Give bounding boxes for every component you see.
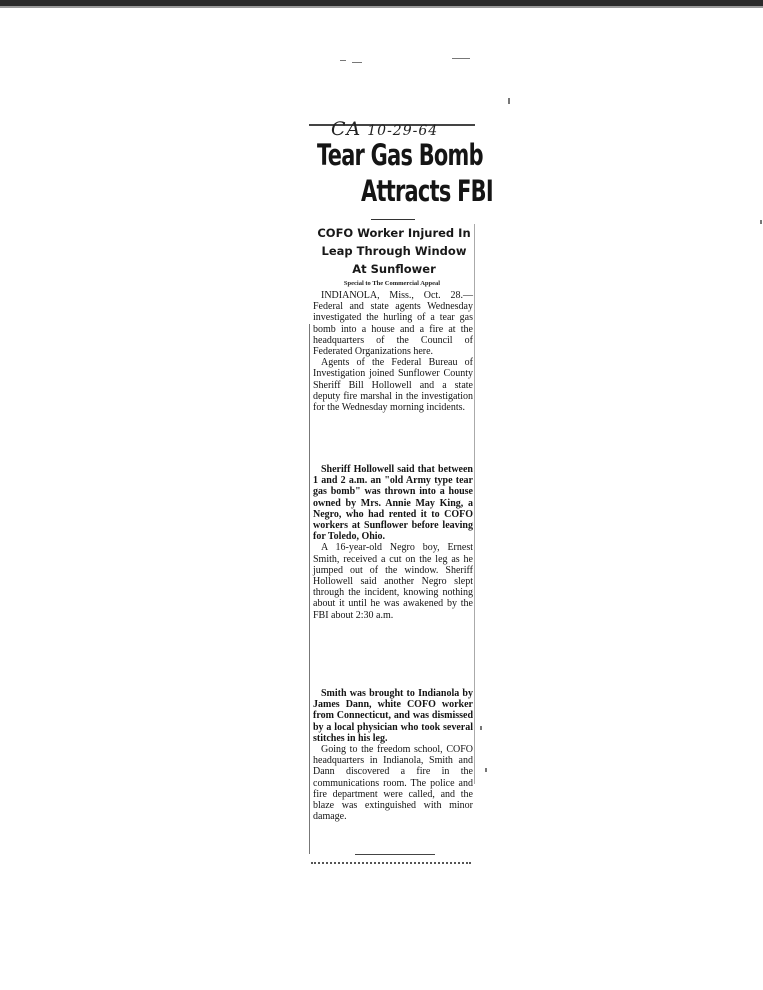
article-paragraph: INDIANOLA, Miss., Oct. 28.—Federal and state agents Wednesday investigated the hurling of a tear gas bomb into a house and a fire at the headquarters of the Council of Federated Organizations here. [313, 290, 473, 358]
headline-divider [371, 219, 415, 220]
article-paragraph: A 16-year-old Negro boy, Ernest Smith, received a cut on the leg as he jumped out of the window. Sheriff Hollowell said another Negro slept through the incident, knowing nothing about it until he was awakened by the FBI about 2:30 a.m. [313, 542, 473, 621]
annotation-initials: CA [331, 118, 362, 140]
headline-line-1: Tear Gas Bomb [317, 138, 483, 172]
handwritten-annotation [331, 118, 438, 140]
scan-speck [485, 768, 487, 772]
scan-speck [480, 726, 482, 730]
article-paragraph: Sheriff Hollowell said that between 1 and 2 a.m. an "old Army type tear gas bomb" was thrown into a house owned by Mrs. Annie May King, a Negro, who had rented it to COFO workers at Sunflower before leaving for Toledo, Ohio. [313, 464, 473, 543]
article-paragraph: Smith was brought to Indianola by James Dann, white COFO worker from Connecticut, and was dismissed by a local physician who took several stitches in his leg. [313, 688, 473, 744]
scan-speck [452, 58, 470, 59]
scan-speck [340, 60, 346, 61]
scan-speck [508, 98, 510, 104]
newspaper-clipping [309, 118, 493, 866]
article-body-section-2 [313, 464, 473, 621]
clipping-bottom-rule [355, 854, 435, 855]
clipping-right-edge [474, 224, 475, 784]
scan-speck [760, 220, 762, 224]
headline-line-2: Attracts FBI [361, 174, 493, 208]
article-body-section-3 [313, 688, 473, 822]
clipping-left-edge [309, 324, 310, 854]
article-body-section-1 [313, 290, 473, 413]
scan-speck [352, 62, 362, 63]
byline-credit: Special to The Commercial Appeal [343, 280, 441, 287]
subheadline: COFO Worker Injured In Leap Through Window At Sunflower [317, 226, 471, 276]
article-paragraph: Going to the freedom school, COFO headquarters in Indianola, Smith and Dann discovered a fire in the communications room. The police and fire department were called, and the blaze was extinguished with minor damage. [313, 744, 473, 823]
article-paragraph: Agents of the Federal Bureau of Investigation joined Sunflower County Sheriff Bill Hollowell and a state deputy fire marshal in the investigation for the Wednesday morning incidents. [313, 357, 473, 414]
clipping-cut-edge [311, 862, 471, 867]
scan-top-border-shadow [0, 6, 763, 8]
annotation-date: 10-29-64 [367, 123, 439, 139]
